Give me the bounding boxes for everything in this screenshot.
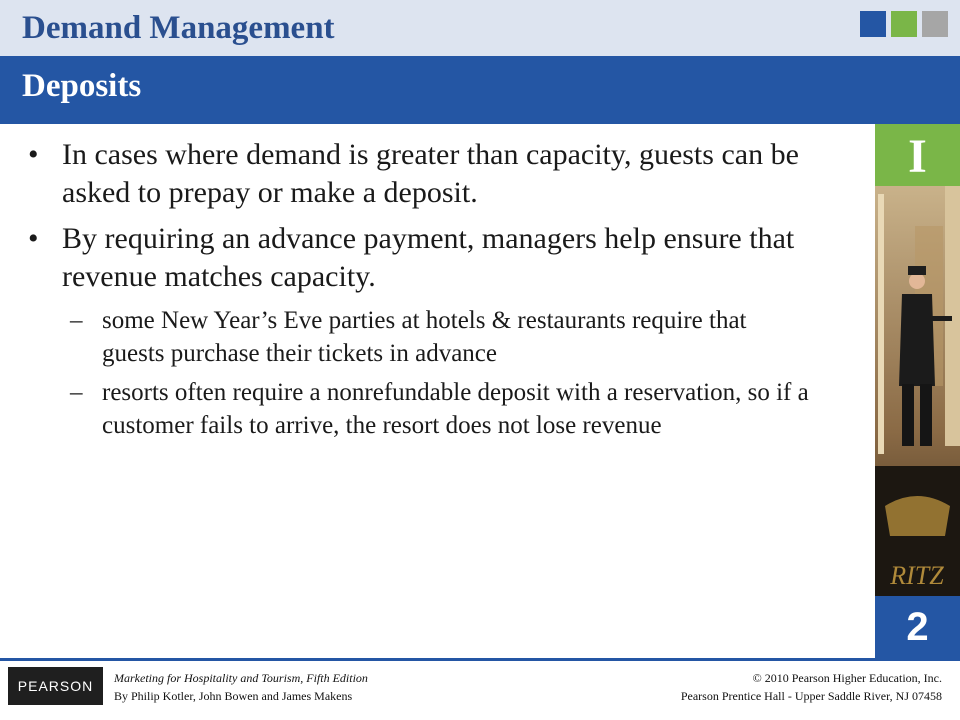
part-box: [875, 124, 960, 186]
subtitle-band: [0, 56, 960, 124]
book-authors: By Philip Kotler, John Bowen and James Makens: [114, 689, 353, 703]
photo-caption: RITZ: [890, 561, 944, 590]
chapter-box: [875, 596, 960, 658]
pearson-logo: PEARSON: [8, 667, 103, 705]
subbullet-item: [22, 304, 812, 370]
bullet-text: In cases where demand is greater than capacity, guests can be asked to prepay or make a deposit.: [62, 138, 799, 209]
bullet-icon: •: [28, 222, 39, 255]
publisher-text: Pearson Prentice Hall - Upper Saddle River, NJ 07458: [680, 689, 942, 703]
subbullet-text: some New Year’s Eve parties at hotels & restaurants require that guests purchase their tickets in advance: [102, 307, 747, 367]
subbullet-icon: –: [70, 307, 83, 334]
bullet-item: [22, 136, 812, 212]
blue-square-icon: [860, 11, 886, 37]
footer-copyright: [681, 669, 942, 705]
slide-title: Demand Management: [22, 10, 335, 46]
chapter-number: 2: [906, 605, 929, 649]
bullet-text: By requiring an advance payment, managers help ensure that revenue matches capacity.: [62, 222, 795, 293]
footer-book-info: [114, 669, 368, 705]
slide-subtitle: Deposits: [22, 68, 142, 104]
copyright-text: © 2010 Pearson Higher Education, Inc.: [752, 671, 942, 685]
doorman-photo-image: [875, 186, 960, 596]
bullet-item: [22, 220, 812, 296]
subbullet-item: [22, 376, 812, 442]
subbullet-text: resorts often require a nonrefundable deposit with a reservation, so if a customer fails to arrive, the resort does not lose revenue: [102, 379, 809, 439]
part-label: I: [908, 130, 927, 183]
slide-body: [22, 136, 812, 448]
bullet-icon: •: [28, 138, 39, 171]
subbullet-icon: –: [70, 379, 83, 406]
book-title: Marketing for Hospitality and Tourism, Fifth Edition: [114, 671, 368, 685]
decorative-squares: [860, 11, 948, 37]
footer-divider: [0, 658, 960, 661]
green-square-icon: [891, 11, 917, 37]
doorman-photo: [875, 186, 960, 596]
chapter-side-panel: [875, 124, 960, 658]
gray-square-icon: [922, 11, 948, 37]
